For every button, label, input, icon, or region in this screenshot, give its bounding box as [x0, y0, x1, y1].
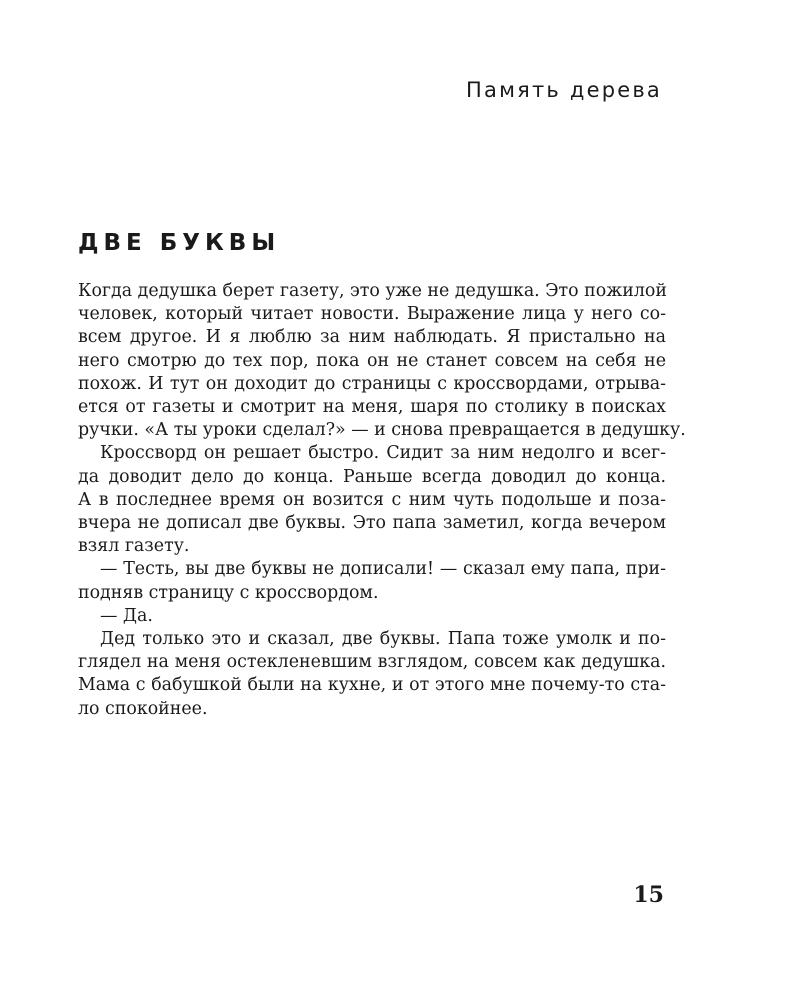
text-line: — Тесть, вы две буквы не дописали! — сказал ему папа, при-: [100, 559, 666, 580]
text-line: Кроссворд он решает быстро. Сидит за ним недолго и всег-: [100, 443, 666, 464]
paragraph-3: [78, 558, 666, 604]
text-line: ло спокойнее.: [78, 698, 208, 719]
paragraph-4: [78, 605, 666, 628]
running-header: Память дерева: [466, 78, 662, 102]
body-text: [78, 280, 686, 721]
paragraph-5: [78, 628, 666, 721]
text-line: Мама с бабушкой были на кухне, и от этого мне почему-то ста-: [78, 675, 666, 696]
text-line: да доводит дело до конца. Раньше всегда доводил до конца.: [78, 466, 666, 487]
chapter-title: ДВЕ БУКВЫ: [78, 230, 281, 256]
text-line: вчера не дописал две буквы. Это папа заметил, когда вечером: [78, 513, 666, 534]
paragraph-2: [78, 442, 666, 558]
text-line: Когда дедушка берет газету, это уже не дедушка. Это пожилой: [78, 281, 667, 301]
text-line: — Да.: [100, 605, 153, 626]
text-line: человек, который читает новости. Выражение лица у него со-: [78, 304, 666, 325]
text-line: похож. И тут он доходит до страницы с кроссвордами, отрыва-: [78, 373, 666, 394]
page-number: 15: [633, 882, 664, 908]
text-line: Дед только это и сказал, две буквы. Папа тоже умолк и по-: [100, 629, 666, 650]
text-line: ется от газеты и смотрит на меня, шаря по столику в поисках: [78, 397, 666, 418]
paragraph-1: [78, 280, 686, 442]
text-line: всем другое. И я люблю за ним наблюдать. Я пристально на: [78, 327, 666, 348]
text-line: ручки. «А ты уроки сделал?» — и снова превращается в дедушку.: [78, 420, 686, 441]
text-line: подняв страницу с кроссвордом.: [78, 582, 379, 603]
text-line: глядел на меня остекленевшим взглядом, совсем как дедушка.: [78, 652, 666, 673]
text-line: А в последнее время он возится с ним чуть подольше и поза-: [78, 489, 666, 510]
text-line: взял газету.: [78, 536, 190, 557]
text-line: него смотрю до тех пор, пока он не станет совсем на себя не: [78, 350, 666, 371]
